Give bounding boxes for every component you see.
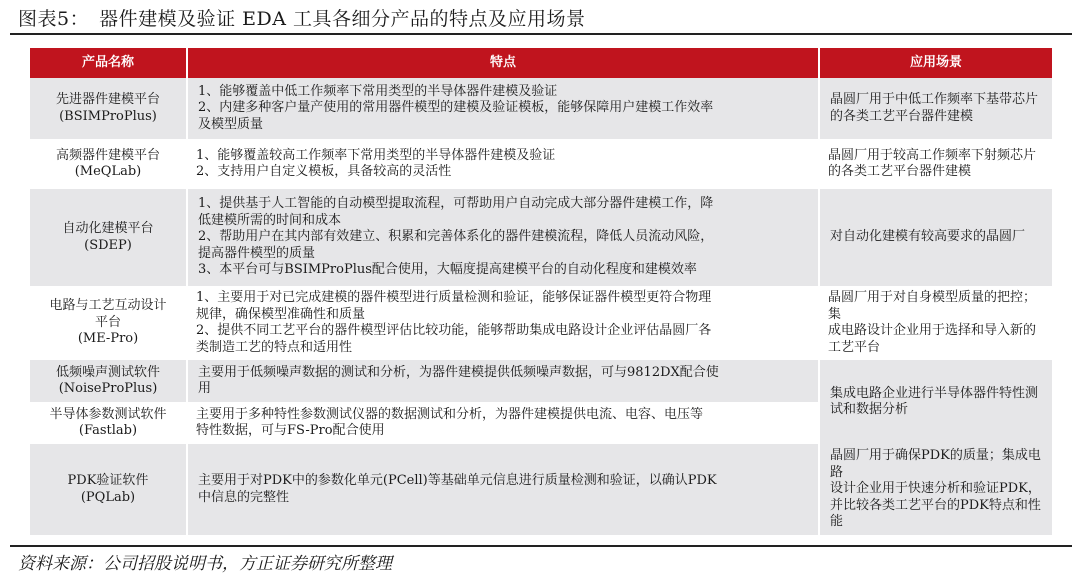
scene-line: 工艺平台 [828,339,881,355]
row-7-name-code: (PQLab) [80,489,136,505]
scene-line: 并比较各类工艺平台的PDK特点和性 [830,497,1041,513]
row-3-name [30,189,186,286]
row-5-features [186,360,818,402]
row-2-name [30,139,186,189]
scene-line: 能 [830,514,844,530]
row-6-name [30,402,186,444]
feature-line: 3、本平台可与BSIMProPlus配合使用，大幅度提高建模平台的自动化程度和建模效率 [198,262,697,278]
feature-line: 类制造工艺的特点和适用性 [196,339,353,355]
header-features: 特点 [186,48,818,78]
feature-line: 2、支持用户自定义模板，具备较高的灵活性 [196,164,452,179]
row-1-name [30,78,186,139]
scene-line: 试和数据分析 [830,402,909,417]
header-scene: 应用场景 [818,48,1052,78]
row-3-scene [818,189,1052,286]
row-6-name-line: 半导体参数测试软件 [49,406,167,422]
scene-line: 晶圆厂用于对自身模型质量的把控；集 [828,290,1037,322]
figure-title: 图表5： 器件建模及验证 EDA 工具各细分产品的特点及应用场景 [18,8,586,30]
row-4-name-code: (ME-Pro) [77,331,139,347]
row-3-features [186,189,818,286]
feature-line: 1、提供基于人工智能的自动模型提取流程，可帮助用户自动完成大部分器件建模工作，降 [198,196,714,212]
row-7-name [30,444,186,535]
header-product-name: 产品名称 [30,48,186,78]
merged-scene-testing [818,360,1052,444]
feature-line: 主要用于低频噪声数据的测试和分析，为器件建模提供低频噪声数据，可与9812DX配合使 [198,364,719,380]
row-5-name [30,360,186,402]
row-4-scene [818,286,1052,360]
bottom-rule [10,545,1072,547]
row-1-name-line: 先进器件建模平台 [55,92,160,107]
feature-line: 及模型质量 [198,116,264,132]
feature-line: 规律，确保模型准确性和质量 [196,306,366,322]
row-1-features [186,78,818,139]
row-4-name-line: 电路与工艺互动设计 [49,298,167,314]
row-6-name-code: (Fastlab) [78,423,138,438]
feature-line: 特性数据，可与FS-Pro配合使用 [196,423,385,438]
row-5-name-code: (NoiseProPlus) [58,381,158,396]
feature-line: 2、提供不同工艺平台的器件模型评估比较功能，能够帮助集成电路设计企业评估晶圆厂各 [196,323,712,338]
scene-line: 集成电路企业进行半导体器件特性测 [830,385,1039,401]
scene-line: 晶圆厂用于较高工作频率下射频芯片 [828,147,1037,163]
row-2-name-code: (MeQLab) [74,164,142,179]
row-7-scene [818,444,1052,535]
feature-line: 主要用于对PDK中的参数化单元(PCell)等基础单元信息进行质量检测和验证，以确认PDK [198,473,717,488]
scene-line: 的各类工艺平台器件建模 [828,164,972,179]
row-1-scene [818,78,1052,139]
row-4-name-line: 平台 [94,314,121,330]
row-7-name-line: PDK验证软件 [67,473,149,488]
scene-line: 成电路设计企业用于选择和导入新的 [828,323,1037,338]
product-table [30,48,1052,535]
row-1-name-code: (BSIMProPlus) [59,108,157,124]
row-7-features [186,444,818,535]
row-2-features [186,139,818,189]
feature-line: 1、能够覆盖中低工作频率下常用类型的半导体器件建模及验证 [198,83,558,99]
row-2-scene [818,139,1052,189]
feature-line: 1、能够覆盖较高工作频率下常用类型的半导体器件建模及验证 [196,147,556,163]
row-6-features [186,402,818,444]
feature-line: 2、内建多种客户量产使用的常用器件模型的建模及验证模板，能够保障用户建模工作效率 [198,100,714,116]
feature-line: 中信息的完整性 [198,489,290,505]
feature-line: 2、帮助用户在其内部有效建立、积累和完善体系化的器件建模流程，降低人员流动风险， [198,229,714,245]
row-4-features [186,286,818,360]
row-5-name-line: 低频噪声测试软件 [55,364,160,380]
scene-line: 设计企业用于快速分析和验证PDK， [830,481,1041,497]
row-2-name-line: 高频器件建模平台 [55,147,160,163]
feature-line: 1、主要用于对已完成建模的器件模型进行质量检测和验证，能够保证器件模型更符合物理 [196,290,712,305]
feature-line: 低建模所需的时间和成本 [198,212,342,228]
scene-line: 晶圆厂用于中低工作频率下基带芯片 [830,92,1039,107]
feature-line: 提高器件模型的质量 [198,245,316,261]
scene-line: 的各类工艺平台器件建模 [830,108,974,124]
source-note: 资料来源：公司招股说明书，方正证券研究所整理 [18,554,392,574]
row-4-name [30,286,186,360]
row-3-name-code: (SDEP) [84,237,132,253]
scene-line: 晶圆厂用于确保PDK的质量；集成电路 [830,448,1041,480]
feature-line: 主要用于多种特性参数测试仪器的数据测试和分析，为器件建模提供电流、电容、电压等 [196,406,704,422]
feature-line: 用 [198,381,212,396]
scene-line: 对自动化建模有较高要求的晶圆厂 [830,229,1026,245]
top-rule [10,33,1072,35]
row-3-name-line: 自动化建模平台 [62,221,154,236]
